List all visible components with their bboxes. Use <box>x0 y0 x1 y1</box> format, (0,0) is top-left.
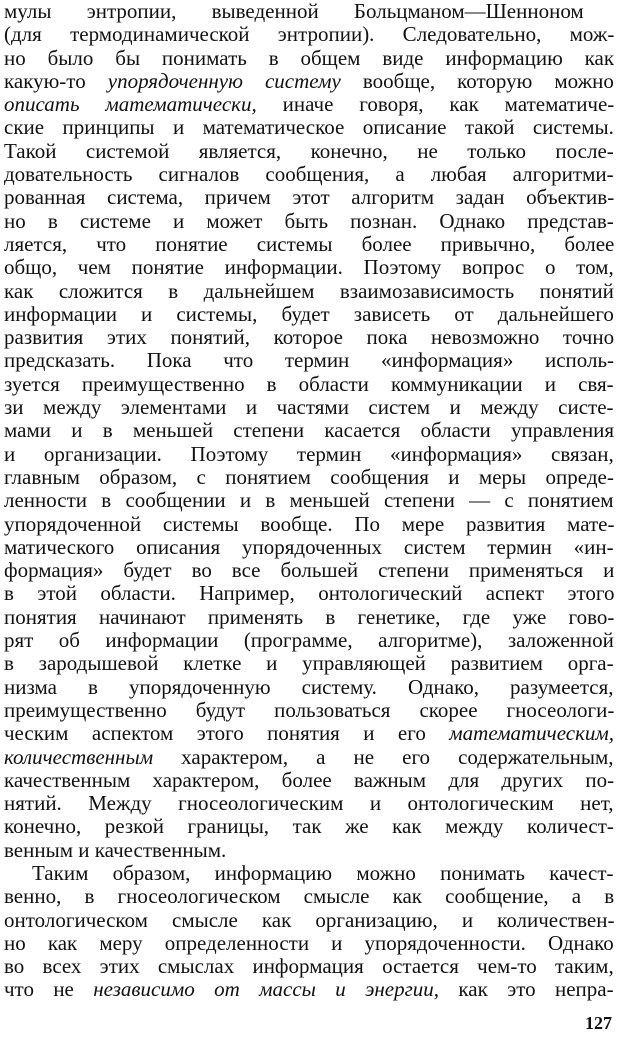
text-line <box>4 419 614 442</box>
text-line <box>4 23 614 46</box>
text-line <box>4 536 614 559</box>
text-line <box>4 909 614 932</box>
page-number: 127 <box>585 1013 612 1033</box>
text-span: ские принципы и математическое описание такой системы. <box>4 116 614 140</box>
text-span: но в системе и может быть познан. Однако представ- <box>4 209 614 233</box>
text-span: но было бы понимать в общем виде информацию как <box>4 46 614 70</box>
text-line <box>4 47 614 70</box>
text-line <box>4 815 614 838</box>
text-span: вообще, которую можно <box>340 69 614 93</box>
text-span: главным образом, с понятием сообщения и меры опреде- <box>4 465 614 489</box>
text-span: Такой системой является, конечно, не только после- <box>4 139 614 163</box>
italic-text: описать математически, <box>4 93 257 117</box>
text-span: предсказать. Пока что термин «информация» исполь- <box>4 349 614 373</box>
text-span: мами и в меньшей степени касается области управления <box>4 419 614 443</box>
text-line <box>4 373 614 396</box>
text-line <box>4 769 614 792</box>
text-line <box>4 280 614 303</box>
text-span: иначе говоря, как математиче- <box>256 93 614 117</box>
text-line <box>4 186 614 209</box>
text-line <box>4 932 614 955</box>
text-span: мулы энтропии, выведенной Больцманом—Шенноном <box>4 0 584 23</box>
text-span: как это непра- <box>439 978 614 1002</box>
text-line <box>4 93 614 116</box>
text-span: рят об информации (программе, алгоритме), заложенной <box>4 629 614 653</box>
text-span: общо, чем понятие информации. Поэтому вопрос о том, <box>4 256 614 280</box>
text-span: Таким образом, информацию можно понимать качест- <box>32 861 614 885</box>
text-line <box>4 629 614 652</box>
text-line <box>4 210 614 233</box>
text-line <box>4 303 614 326</box>
text-span: и организации. Поэтому термин «информация» связан, <box>4 442 614 466</box>
text-line <box>4 466 614 489</box>
text-span: характером, а не его содержательным, <box>153 745 614 769</box>
text-span: (для термодинамической энтропии). Следовательно, мож- <box>4 23 614 47</box>
body-text <box>4 0 614 1002</box>
text-span: преимущественно будут пользоваться скорее гносеологи- <box>4 698 614 722</box>
text-line <box>4 489 614 512</box>
text-line <box>4 699 614 722</box>
text-line <box>4 513 614 536</box>
text-line <box>4 839 614 862</box>
text-span: венно, в гносеологическом смысле как сообщение, а в <box>4 885 614 909</box>
text-span: упорядоченной системы вообще. По мере развития мате- <box>4 512 614 536</box>
text-span: матического описания упорядоченных систем термин «ин- <box>4 535 614 559</box>
text-line <box>4 326 614 349</box>
text-span: онтологическом смысле как организацию, и количествен- <box>4 908 614 932</box>
text-span: как сложится в дальнейшем взаимозависимость понятий <box>4 279 614 303</box>
text-line <box>4 582 614 605</box>
text-line <box>4 955 614 978</box>
text-span: что не <box>4 978 94 1002</box>
text-line <box>4 722 614 745</box>
text-span: во всех этих смыслах информация остается чем-то таким, <box>4 955 614 979</box>
italic-text: количественным <box>4 745 154 769</box>
text-span: в зародышевой клетке и управляющей развитием орга- <box>4 652 614 676</box>
italic-text: независимо от массы и энергии, <box>93 978 440 1002</box>
text-line <box>4 862 614 885</box>
text-span: в этой области. Например, онтологический аспект этого <box>4 582 614 606</box>
text-line <box>4 652 614 675</box>
text-span: качественным характером, более важным для других по- <box>4 768 614 792</box>
text-span: зуется преимущественно в области коммуникации и свя- <box>4 372 614 396</box>
italic-text: математическим, <box>449 722 614 746</box>
text-line <box>4 443 614 466</box>
text-line <box>4 559 614 582</box>
text-line <box>4 0 614 23</box>
text-span: но как меру определенности и упорядоченности. Однако <box>4 931 614 955</box>
text-line <box>4 163 614 186</box>
text-span: какую-то <box>4 69 108 93</box>
text-span: конечно, резкой границы, так же как между количест- <box>4 815 614 839</box>
paragraph <box>4 862 614 1002</box>
text-line <box>4 396 614 419</box>
text-line <box>4 792 614 815</box>
text-span: информации и системы, будет зависеть от дальнейшего <box>4 302 614 326</box>
text-span: довательность сигналов сообщения, а любая алгоритми- <box>4 163 614 187</box>
italic-text: упорядоченную систему <box>107 69 341 93</box>
text-span: низма в упорядоченную систему. Однако, разумеется, <box>4 675 614 699</box>
text-line <box>4 746 614 769</box>
text-line <box>4 978 614 1001</box>
text-line <box>4 349 614 372</box>
text-span: развития этих понятий, которое пока невозможно точно <box>4 326 614 350</box>
text-span: зи между элементами и частями систем и между систе- <box>4 396 614 420</box>
text-line <box>4 676 614 699</box>
text-line <box>4 606 614 629</box>
text-span: понятия начинают применять в генетике, где уже гово- <box>4 605 614 629</box>
text-line <box>4 256 614 279</box>
text-line <box>4 140 614 163</box>
text-span: ляется, что понятие системы более привычно, более <box>4 232 614 256</box>
text-span: нятий. Между гносеологическим и онтологическим нет, <box>4 792 614 816</box>
text-span: формация» будет во все большей степени применяться и <box>4 559 614 583</box>
text-span: венным и качественным. <box>4 838 227 862</box>
text-span: ческим аспектом этого понятия и его <box>4 722 450 746</box>
paragraph <box>4 0 614 862</box>
text-line <box>4 70 614 93</box>
text-span: ленности в сообщении и в меньшей степени — с понятием <box>4 489 614 513</box>
text-line <box>4 885 614 908</box>
text-line <box>4 233 614 256</box>
text-line <box>4 116 614 139</box>
text-span: рованная система, причем этот алгоритм задан объектив- <box>4 186 614 210</box>
